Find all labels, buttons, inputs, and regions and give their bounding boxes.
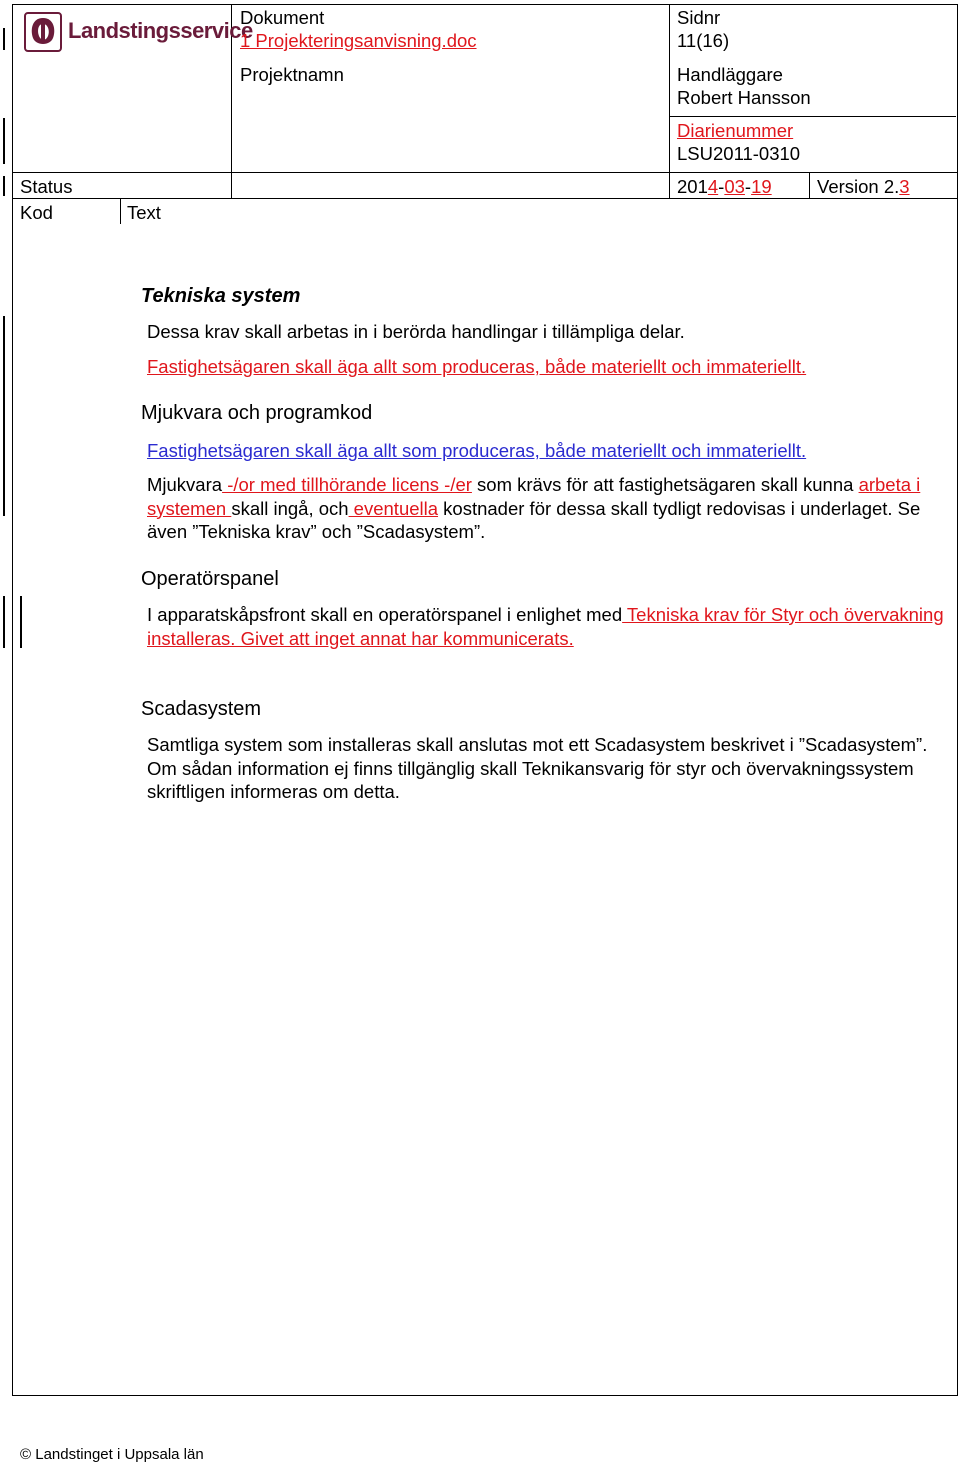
- heading-tekniska-system: Tekniska system: [141, 285, 301, 307]
- footer-text: Landstinget i Uppsala län: [35, 1446, 204, 1463]
- mjukvara-paragraph-2: [147, 473, 947, 544]
- date-part: 201: [677, 176, 708, 197]
- header-divider-v3: [809, 172, 810, 198]
- text-run: Tekniska krav för Styr och övervakning installeras. Givet att inget annat har kommunicerats.: [147, 604, 944, 649]
- date-part: -: [718, 176, 725, 197]
- scada-paragraph: Samtliga system som installeras skall anslutas mot ett Scadasystem beskrivet i ”Scadasystem”. Om sådan information ej finns tillgänglig skall Teknikansvarig för styr och övervakningssystem skriftligen informeras om detta.: [147, 734, 928, 802]
- header-divider-v2: [669, 4, 670, 198]
- change-bar: [3, 316, 5, 516]
- header-divider-h1: [669, 116, 956, 117]
- change-bar: [3, 176, 5, 196]
- text-run: I apparatskåpsfront skall en operatörspanel i enlighet med: [147, 604, 623, 625]
- text-run: som krävs för att fastighetsägaren skall kunna: [471, 474, 859, 495]
- status-label: Status: [20, 176, 73, 197]
- date-part: 03: [724, 176, 745, 197]
- change-bar: [20, 596, 22, 648]
- text-run: kostnader för dessa skall tydligt redovisas i underlaget. Se även ”Tekniska krav” och ”Scadasystem”.: [147, 497, 921, 542]
- change-bar: [3, 118, 5, 164]
- header-divider-h3: [12, 198, 957, 199]
- heading-mjukvara: Mjukvara och programkod: [141, 402, 373, 424]
- document-date: [677, 175, 772, 198]
- dokument-link[interactable]: 1 Projekteringsanvisning.doc: [240, 30, 477, 51]
- handlaggare-label: Handläggare: [677, 64, 783, 85]
- header-divider-v4: [120, 198, 121, 224]
- date-part: -: [744, 176, 752, 197]
- footer: [20, 1446, 204, 1464]
- change-bar: [3, 28, 5, 50]
- text-run: skall ingå, och: [231, 497, 349, 519]
- text-run: Mjukvara: [147, 474, 223, 495]
- date-part: 19: [751, 176, 772, 197]
- text-run: -/or med tillhörande licens -/er: [222, 474, 472, 495]
- diarienummer-label: Diarienummer: [677, 120, 794, 141]
- logo: [24, 10, 253, 52]
- heading-scadasystem: Scadasystem: [141, 698, 262, 720]
- landstingsservice-logo-icon: [24, 12, 62, 52]
- logo-text: Landstingsservice: [68, 18, 253, 43]
- text-run: eventuella: [348, 497, 439, 519]
- version-suffix: 3: [899, 176, 910, 197]
- operator-paragraph: [147, 603, 947, 650]
- change-bar: [3, 596, 5, 648]
- text-label: Text: [127, 202, 161, 223]
- text-run: arbeta i systemen: [147, 474, 921, 519]
- tekniska-paragraph-1: Dessa krav skall arbetas in i berörda handlingar i tillämpliga delar.: [147, 321, 685, 342]
- heading-operatorspanel: Operatörspanel: [141, 568, 279, 590]
- date-part: 4: [707, 176, 719, 197]
- projektnamn-label: Projektnamn: [240, 64, 344, 85]
- tekniska-paragraph-2: Fastighetsägaren skall äga allt som produceras, både materiellt och immateriellt.: [147, 356, 807, 377]
- mjukvara-paragraph-1: Fastighetsägaren skall äga allt som produceras, både materiellt och immateriellt.: [147, 440, 807, 461]
- kod-label: Kod: [20, 202, 53, 223]
- version-label: [817, 175, 910, 198]
- sidnr-label: Sidnr: [677, 7, 721, 28]
- version-prefix: Version 2.: [817, 176, 900, 197]
- sidnr-value: 11(16): [677, 30, 730, 51]
- handlaggare-value: Robert Hansson: [677, 87, 811, 108]
- dokument-label: Dokument: [240, 7, 325, 28]
- header-divider-h2: [12, 172, 957, 173]
- copyright-icon: ©: [20, 1446, 32, 1463]
- diarienummer-value: LSU2011-0310: [677, 143, 801, 164]
